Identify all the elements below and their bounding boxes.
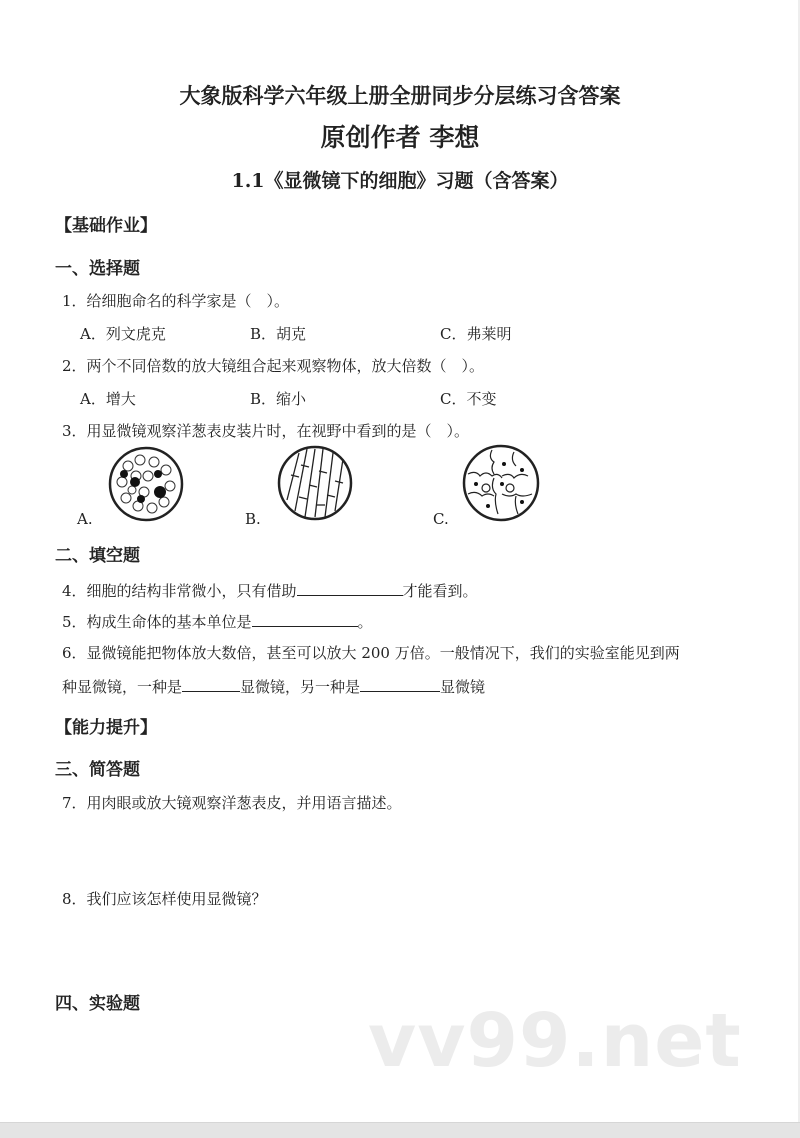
cell-image-a xyxy=(108,446,184,522)
q3-option-b: B. xyxy=(245,510,261,528)
q5-text-end: 。 xyxy=(357,613,373,631)
question-6: 6．显微镜能把物体放大数倍，甚至可以放大 200 万倍。一般情况下，我们的实验室能见到两 xyxy=(62,644,680,662)
question-7: 7．用肉眼或放大镜观察洋葱表皮，并用语言描述。 xyxy=(62,794,402,812)
section-advanced: 【能力提升】 xyxy=(55,718,157,738)
q4-text: 4．细胞的结构非常微小，只有借助 xyxy=(62,582,297,600)
question-5 xyxy=(62,611,373,632)
question-3: 3．用显微镜观察洋葱表皮装片时，在视野中看到的是（ ）。 xyxy=(62,422,470,440)
section-short-answer: 三、简答题 xyxy=(55,760,140,780)
q6-text-mid: 显微镜，另一种是 xyxy=(240,678,361,696)
question-1: 1．给细胞命名的科学家是（ ）。 xyxy=(62,292,290,310)
document-title: 大象版科学六年级上册全册同步分层练习含答案 xyxy=(179,84,621,108)
question-4 xyxy=(62,580,478,601)
q6-text: 种显微镜，一种是 xyxy=(62,678,183,696)
q1-option-c: C．弗莱明 xyxy=(440,325,512,343)
q1-option-b: B．胡克 xyxy=(250,325,307,343)
q1-option-a: A．列文虎克 xyxy=(80,325,166,343)
page-bottom-edge xyxy=(0,1122,800,1138)
cell-image-c xyxy=(462,444,540,522)
q6-text-end: 显微镜 xyxy=(440,678,486,696)
author-line: 原创作者 李想 xyxy=(320,123,480,152)
q4-text-end: 才能看到。 xyxy=(402,582,478,600)
q6-blank-1[interactable] xyxy=(182,677,240,692)
section-choice: 一、选择题 xyxy=(55,259,140,279)
q4-blank[interactable] xyxy=(297,581,403,596)
q2-option-b: B．缩小 xyxy=(250,390,307,408)
q5-text: 5．构成生命体的基本单位是 xyxy=(62,613,252,631)
lesson-title: 1.1《显微镜下的细胞》习题（含答案） xyxy=(231,170,569,192)
q2-option-a: A．增大 xyxy=(80,390,136,408)
q3-option-a: A. xyxy=(77,510,93,528)
section-experiment: 四、实验题 xyxy=(55,994,140,1014)
q6-blank-2[interactable] xyxy=(360,677,440,692)
question-8: 8．我们应该怎样使用显微镜？ xyxy=(62,890,267,908)
cell-image-b xyxy=(277,445,353,521)
q5-blank[interactable] xyxy=(252,612,358,627)
q3-option-c: C. xyxy=(433,510,449,528)
question-2: 2．两个不同倍数的放大镜组合起来观察物体，放大倍数（ ）。 xyxy=(62,357,485,375)
section-basic: 【基础作业】 xyxy=(55,216,157,236)
question-6-continued xyxy=(62,676,485,697)
section-fill: 二、填空题 xyxy=(55,546,140,566)
watermark: vv99.net xyxy=(368,998,742,1084)
q2-option-c: C．不变 xyxy=(440,390,497,408)
